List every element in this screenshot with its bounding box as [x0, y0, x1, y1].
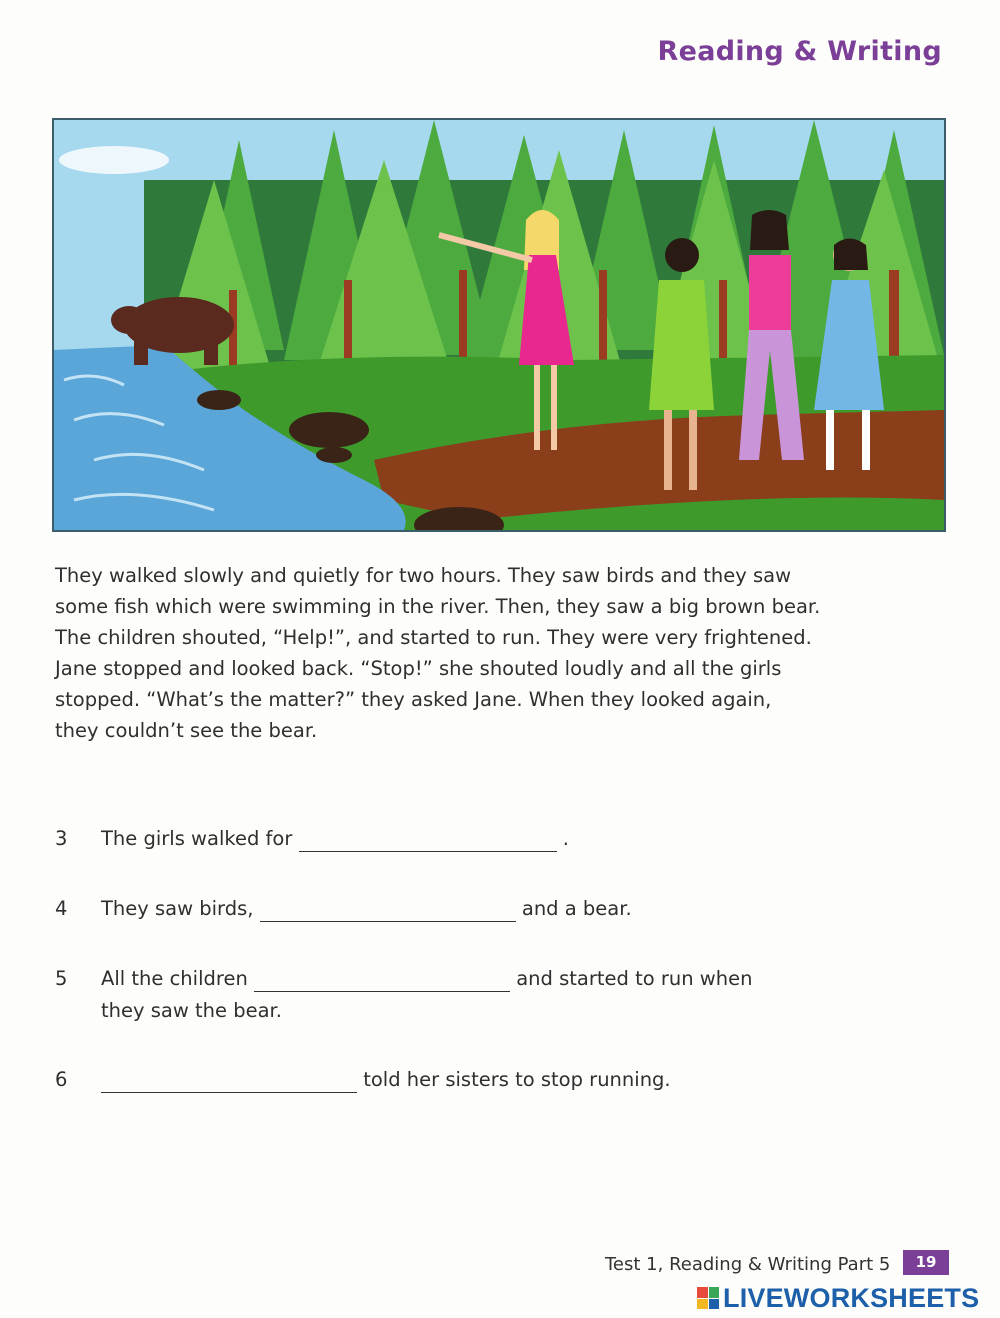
- question-suffix: and a bear.: [521, 897, 632, 920]
- forest-scene-image: [54, 120, 944, 530]
- story-line: The children shouted, “Help!”, and started to run. They were very frightened.: [55, 626, 812, 649]
- question-number: 5: [55, 967, 68, 990]
- answer-input-4[interactable]: [260, 899, 516, 922]
- question-continuation: they saw the bear.: [101, 999, 282, 1022]
- question-text: [101, 963, 752, 994]
- liveworksheets-logo[interactable]: [697, 1283, 979, 1313]
- answer-input-5[interactable]: [254, 969, 510, 992]
- question-text: [101, 893, 632, 924]
- question-number: 6: [55, 1068, 68, 1091]
- question-prefix: The girls walked for: [101, 827, 293, 850]
- question-prefix: All the children: [101, 967, 248, 990]
- question-text: [101, 823, 569, 854]
- question-suffix: and started to run when: [516, 967, 753, 990]
- section-title: Reading & Writing: [657, 36, 942, 67]
- liveworksheets-icon: [697, 1287, 719, 1309]
- story-line: They walked slowly and quietly for two hours. They saw birds and they saw: [55, 564, 792, 587]
- question-text: [101, 1064, 671, 1095]
- story-line: Jane stopped and looked back. “Stop!” she shouted loudly and all the girls: [55, 657, 782, 680]
- answer-input-6[interactable]: [101, 1070, 357, 1093]
- question-suffix: .: [562, 827, 569, 850]
- question-number: 3: [55, 827, 68, 850]
- brand-name: LIVEWORKSHEETS: [723, 1282, 980, 1313]
- story-line: stopped. “What’s the matter?” they asked Jane. When they looked again,: [55, 688, 772, 711]
- question-suffix: told her sisters to stop running.: [363, 1068, 671, 1091]
- footer-caption: Test 1, Reading & Writing Part 5: [605, 1254, 891, 1275]
- answer-input-3[interactable]: [299, 829, 557, 852]
- story-paragraph: [55, 560, 905, 746]
- story-line: they couldn’t see the bear.: [55, 719, 318, 742]
- question-number: 4: [55, 897, 68, 920]
- story-illustration: [52, 118, 946, 532]
- story-line: some fish which were swimming in the river. Then, they saw a big brown bear.: [55, 595, 821, 618]
- question-prefix: They saw birds,: [101, 897, 254, 920]
- page-number-badge: 19: [903, 1250, 949, 1275]
